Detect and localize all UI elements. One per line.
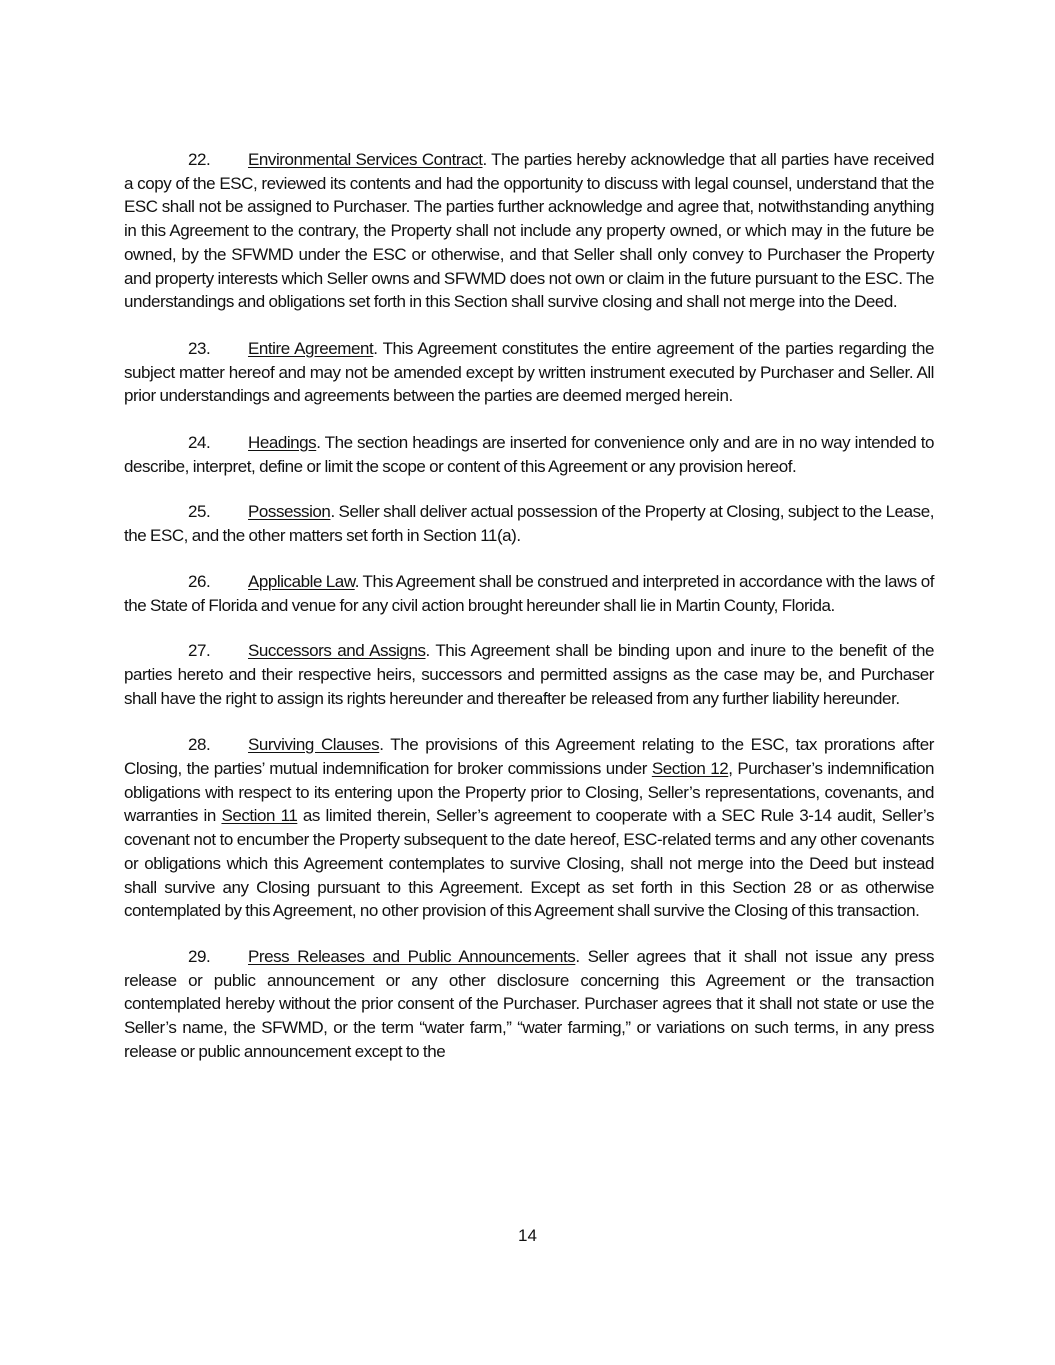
- section-number: 26.: [188, 571, 211, 591]
- section-23: [124, 337, 934, 408]
- section-28: [124, 733, 934, 923]
- section-body: as limited therein, Seller’s agreement to cooperate with a SEC Rule 3-14 audit, Seller’s covenant not to encumber the Property subsequent to the date hereof, ESC-related terms and any other covenants or obligations which this Agreement contemplates to survive Closing, shall not merge into the Deed but instead shall survive any Closing pursuant to this Agreement. Except as set forth in this Section 28 or as otherwise contemplated by this Agreement, no other provision of this Agreement shall survive the Closing of this transaction.: [124, 806, 935, 921]
- section-29: [124, 945, 934, 1064]
- section-27: [124, 639, 934, 710]
- section-body: . The provisions of this Agreement relating to the ESC, tax prorations after Closing, the parties’ mutual indemnification for broker commissions under: [124, 735, 934, 779]
- section-25: [124, 500, 934, 547]
- section-24: [124, 431, 934, 478]
- section-number: 22.: [188, 150, 211, 169]
- document-page: [124, 148, 934, 1064]
- section-heading: Successors and Assigns: [248, 641, 426, 661]
- section-number: 23.: [188, 338, 211, 358]
- section-12-reference: Section 12: [651, 759, 729, 779]
- section-body: . This Agreement constitutes the entire agreement of the parties regarding the subject matter hereof and may not be amended except by written instrument executed by Purchaser and Seller. All prior understandings and agreements between the parties are deemed merged herein.: [124, 338, 934, 406]
- section-body: . The section headings are inserted for convenience only and are in no way intended to describe, interpret, define or limit the scope or content of this Agreement or any provision hereof.: [124, 433, 934, 476]
- section-number: 25.: [188, 502, 211, 522]
- section-body: . Seller shall deliver actual possession of the Property at Closing, subject to the Lease, the ESC, and the other matters set forth in Section 11(a).: [124, 502, 934, 546]
- section-heading: Environmental Services Contract: [248, 150, 483, 169]
- section-26: [124, 570, 934, 617]
- section-number: 24.: [188, 433, 211, 453]
- section-body: . This Agreement shall be binding upon and inure to the benefit of the parties hereto and their respective heirs, successors and permitted assigns as the case may be, and Purchaser shall have the right to assign its rights hereunder and thereafter be released from any further liability hereunder.: [124, 641, 934, 708]
- section-heading: Press Releases and Public Announcements: [248, 946, 576, 966]
- section-body: , Purchaser’s indemnification obligations with respect to its entering upon the Property prior to Closing, Seller’s representations, covenants, and warranties in: [124, 759, 934, 826]
- section-body: . The parties hereby acknowledge that all parties have received a copy of the ESC, reviewed its contents and had the opportunity to discuss with legal counsel, understand that the ESC shall not be assigned to Purchaser. The parties further acknowledge and agree that, notwithstanding anything in this Agreement to the contrary, the Property shall not include any property owned, or which may in the future be owned, by the SFWMD under the ESC or otherwise, and that Seller shall only convey to Purchaser the Property and property interests which Seller owns and SFWMD does not own or claim in the future pursuant to the ESC. The understandings and obligations set forth in this Section shall survive closing and shall not merge into the Deed.: [124, 150, 934, 312]
- section-heading: Entire Agreement: [248, 338, 374, 358]
- section-22: [124, 148, 934, 314]
- section-heading: Surviving Clauses: [248, 735, 380, 755]
- section-heading: Possession: [248, 502, 331, 522]
- section-11-reference: Section 11: [221, 806, 298, 826]
- section-number: 27.: [188, 641, 211, 661]
- section-number: 29.: [188, 946, 211, 966]
- section-heading: Applicable Law: [248, 571, 355, 591]
- page-number: 14: [518, 1226, 537, 1245]
- section-body: . This Agreement shall be construed and interpreted in accordance with the laws of the State of Florida and venue for any civil action brought hereunder shall lie in Martin County, Florida.: [124, 571, 934, 615]
- section-body: . Seller agrees that it shall not issue any press release or public announcement or any other disclosure concerning this Agreement or the transaction contemplated hereby without the prior consent of the Purchaser. Purchaser agrees that it shall not state or use the Seller’s name, the SFWMD, or the term “water farm,” “water farming,” or variations on such terms, in any press release or public announcement except to the: [124, 946, 934, 1061]
- section-number: 28.: [188, 735, 211, 755]
- section-heading: Headings: [248, 433, 317, 453]
